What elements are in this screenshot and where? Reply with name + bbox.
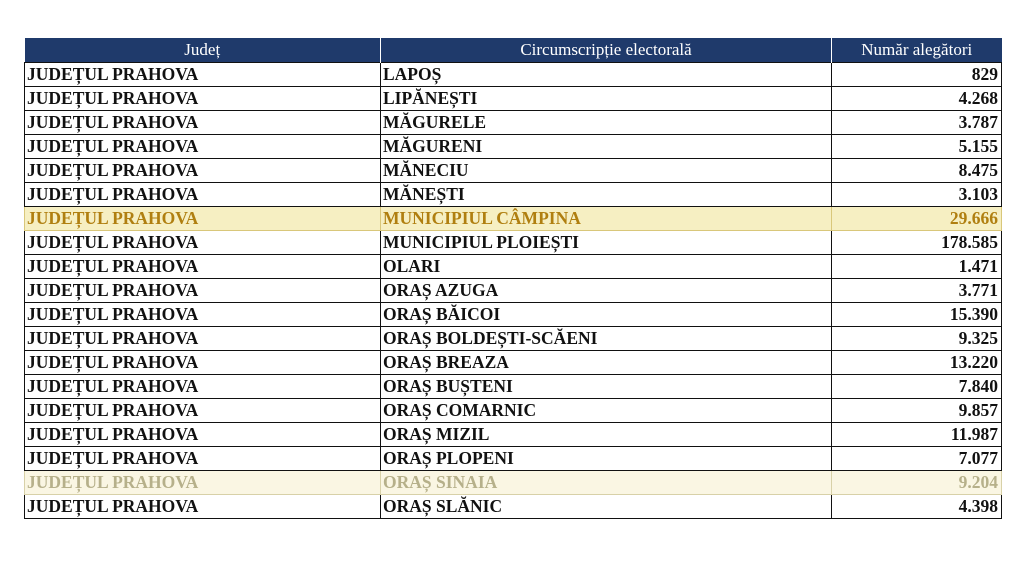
table-row — [25, 207, 1002, 231]
cell-district: MUNICIPIUL PLOIEȘTI — [381, 231, 832, 255]
cell-district: ORAȘ PLOPENI — [381, 447, 832, 471]
cell-district: OLARI — [381, 255, 832, 279]
table-row — [25, 351, 1002, 375]
voters-table — [24, 38, 1002, 519]
cell-county: JUDEȚUL PRAHOVA — [25, 63, 381, 87]
table-row — [25, 399, 1002, 423]
table-row — [25, 231, 1002, 255]
cell-district: ORAȘ BREAZA — [381, 351, 832, 375]
cell-county: JUDEȚUL PRAHOVA — [25, 423, 381, 447]
cell-voters: 4.398 — [832, 495, 1002, 519]
cell-county: JUDEȚUL PRAHOVA — [25, 327, 381, 351]
cell-district: ORAȘ AZUGA — [381, 279, 832, 303]
cell-county: JUDEȚUL PRAHOVA — [25, 159, 381, 183]
cell-county: JUDEȚUL PRAHOVA — [25, 495, 381, 519]
table-row — [25, 423, 1002, 447]
cell-county: JUDEȚUL PRAHOVA — [25, 207, 381, 231]
cell-voters: 15.390 — [832, 303, 1002, 327]
cell-voters: 1.471 — [832, 255, 1002, 279]
cell-voters: 3.103 — [832, 183, 1002, 207]
cell-county: JUDEȚUL PRAHOVA — [25, 183, 381, 207]
cell-voters: 3.771 — [832, 279, 1002, 303]
table-header — [25, 38, 1002, 63]
cell-district: ORAȘ SLĂNIC — [381, 495, 832, 519]
cell-district: ORAȘ MIZIL — [381, 423, 832, 447]
cell-county: JUDEȚUL PRAHOVA — [25, 399, 381, 423]
cell-district: LIPĂNEȘTI — [381, 87, 832, 111]
cell-district: LAPOȘ — [381, 63, 832, 87]
cell-district: MĂNEȘTI — [381, 183, 832, 207]
cell-voters: 8.475 — [832, 159, 1002, 183]
cell-county: JUDEȚUL PRAHOVA — [25, 111, 381, 135]
cell-county: JUDEȚUL PRAHOVA — [25, 231, 381, 255]
cell-district: ORAȘ SINAIA — [381, 471, 832, 495]
cell-voters: 178.585 — [832, 231, 1002, 255]
cell-voters: 11.987 — [832, 423, 1002, 447]
cell-district: MĂGURENI — [381, 135, 832, 159]
cell-county: JUDEȚUL PRAHOVA — [25, 87, 381, 111]
cell-voters: 9.325 — [832, 327, 1002, 351]
cell-county: JUDEȚUL PRAHOVA — [25, 279, 381, 303]
table-row — [25, 279, 1002, 303]
cell-voters: 3.787 — [832, 111, 1002, 135]
cell-district: ORAȘ BOLDEȘTI-SCĂENI — [381, 327, 832, 351]
cell-voters: 5.155 — [832, 135, 1002, 159]
table-row — [25, 63, 1002, 87]
cell-county: JUDEȚUL PRAHOVA — [25, 135, 381, 159]
table-row — [25, 159, 1002, 183]
cell-county: JUDEȚUL PRAHOVA — [25, 471, 381, 495]
cell-voters: 9.857 — [832, 399, 1002, 423]
cell-district: ORAȘ BĂICOI — [381, 303, 832, 327]
cell-voters: 29.666 — [832, 207, 1002, 231]
cell-voters: 7.077 — [832, 447, 1002, 471]
header-county: Județ — [25, 38, 381, 63]
table-row — [25, 471, 1002, 495]
cell-district: MUNICIPIUL CÂMPINA — [381, 207, 832, 231]
cell-voters: 829 — [832, 63, 1002, 87]
cell-district: ORAȘ BUȘTENI — [381, 375, 832, 399]
table-row — [25, 183, 1002, 207]
header-district: Circumscripție electorală — [381, 38, 832, 63]
table-row — [25, 255, 1002, 279]
table-row — [25, 495, 1002, 519]
table-row — [25, 303, 1002, 327]
cell-voters: 13.220 — [832, 351, 1002, 375]
cell-voters: 9.204 — [832, 471, 1002, 495]
table-row — [25, 375, 1002, 399]
table-row — [25, 447, 1002, 471]
cell-county: JUDEȚUL PRAHOVA — [25, 351, 381, 375]
cell-county: JUDEȚUL PRAHOVA — [25, 447, 381, 471]
cell-voters: 7.840 — [832, 375, 1002, 399]
cell-county: JUDEȚUL PRAHOVA — [25, 303, 381, 327]
table-row — [25, 327, 1002, 351]
cell-county: JUDEȚUL PRAHOVA — [25, 375, 381, 399]
table-row — [25, 87, 1002, 111]
table-row — [25, 111, 1002, 135]
table-body — [25, 63, 1002, 519]
cell-county: JUDEȚUL PRAHOVA — [25, 255, 381, 279]
cell-district: MĂGURELE — [381, 111, 832, 135]
cell-district: ORAȘ COMARNIC — [381, 399, 832, 423]
cell-voters: 4.268 — [832, 87, 1002, 111]
header-voters: Număr alegători — [832, 38, 1002, 63]
cell-district: MĂNECIU — [381, 159, 832, 183]
table-row — [25, 135, 1002, 159]
